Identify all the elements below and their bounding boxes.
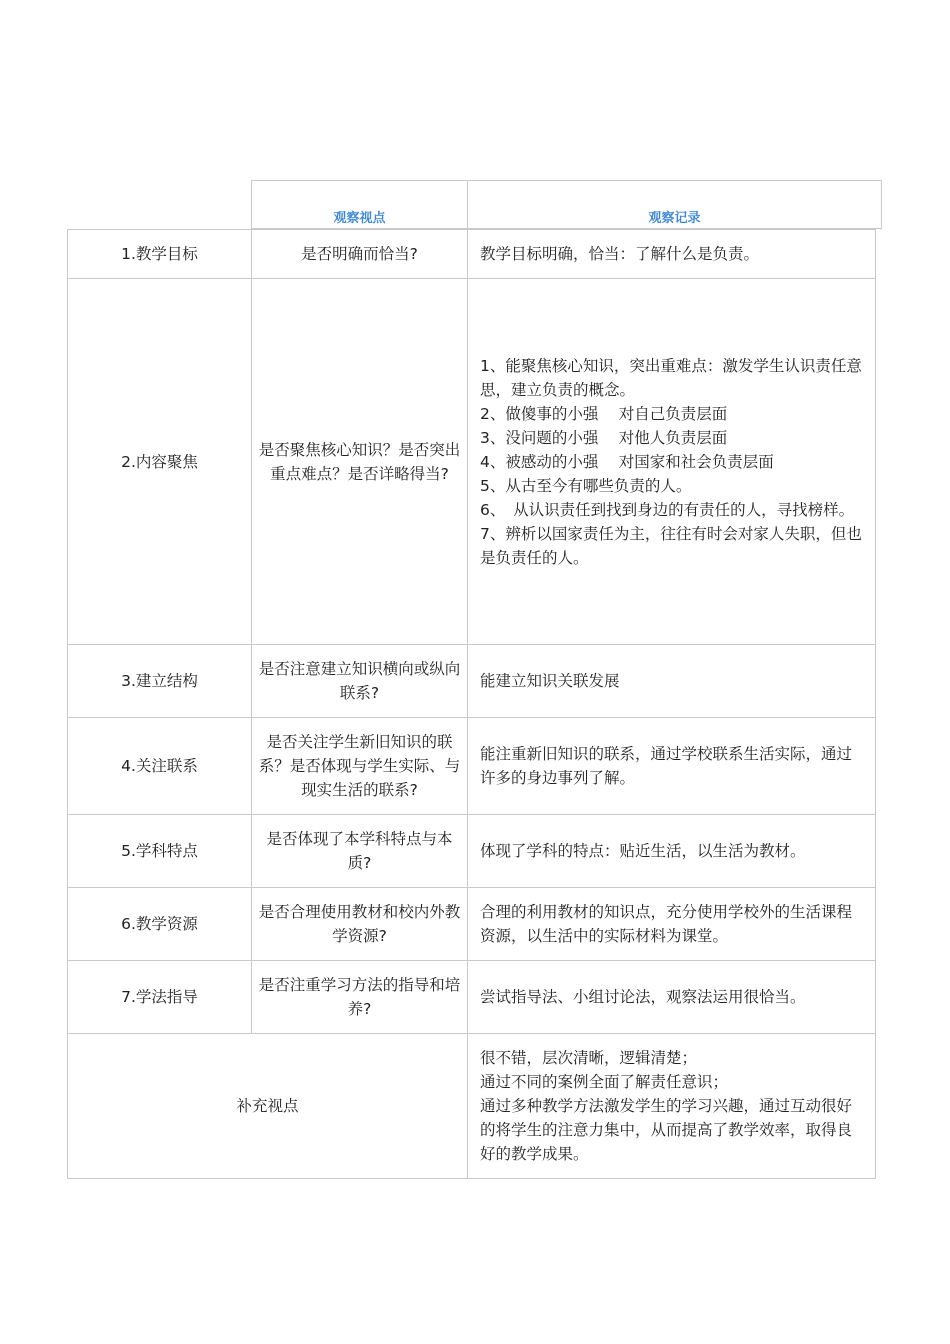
table-row xyxy=(68,718,876,815)
record-line: 2、做傻事的小强 对自己负责层面 xyxy=(480,404,728,423)
record-line: 7、辨析以国家责任为主，往往有时会对家人失职，但也是负责任的人。 xyxy=(480,524,862,567)
row-question: 是否合理使用教材和校内外教学资源? xyxy=(252,888,468,961)
table-row xyxy=(68,279,876,645)
row-question: 是否明确而恰当? xyxy=(252,230,468,279)
row-record xyxy=(468,718,876,815)
row-record xyxy=(468,961,876,1034)
header-record: 观察记录 xyxy=(648,211,701,226)
record-line: 很不错，层次清晰，逻辑清楚； xyxy=(480,1049,698,1067)
table-header xyxy=(251,180,882,229)
row-dimension: 3.建立结构 xyxy=(68,645,252,718)
table-row xyxy=(68,961,876,1034)
row-question: 是否关注学生新旧知识的联系？是否体现与学生实际、与现实生活的联系? xyxy=(252,718,468,815)
record-line: 体现了学科的特点：贴近生活，以生活为教材。 xyxy=(480,842,806,860)
table-row xyxy=(68,645,876,718)
table-row xyxy=(68,230,876,279)
record-line: 通过多种教学方法激发学生的学习兴趣，通过互动很好的将学生的注意力集中，从而提高了教学效率，取得良好的教学成果。 xyxy=(480,1097,853,1163)
observation-table xyxy=(67,229,876,1179)
row-record xyxy=(468,645,876,718)
row-question: 是否聚焦核心知识？是否突出重点难点？是否详略得当? xyxy=(252,279,468,645)
table-row xyxy=(68,815,876,888)
record-line: 能建立知识关联发展 xyxy=(480,672,620,690)
record-line: 尝试指导法、小组讨论法，观察法运用很恰当。 xyxy=(480,988,806,1006)
supplement-label: 补充视点 xyxy=(68,1034,468,1179)
record-line: 通过不同的案例全面了解责任意识； xyxy=(480,1073,729,1091)
row-dimension: 2.内容聚焦 xyxy=(68,279,252,645)
record-line: 4、被感动的小强 对国家和社会负责层面 xyxy=(480,452,774,471)
row-question: 是否注意建立知识横向或纵向联系? xyxy=(252,645,468,718)
row-record xyxy=(468,888,876,961)
record-line: 能注重新旧知识的联系，通过学校联系生活实际，通过许多的身边事列了解。 xyxy=(480,745,853,787)
row-record xyxy=(468,230,876,279)
record-line: 5、从古至今有哪些负责的人。 xyxy=(480,476,692,495)
row-question: 是否注重学习方法的指导和培养? xyxy=(252,961,468,1034)
record-line: 1、能聚焦核心知识，突出重难点：激发学生认识责任意思，建立负责的概念。 xyxy=(480,356,862,399)
table-row xyxy=(68,888,876,961)
row-question: 是否体现了本学科特点与本质? xyxy=(252,815,468,888)
row-record xyxy=(468,815,876,888)
supplement-record xyxy=(468,1034,876,1179)
row-dimension: 7.学法指导 xyxy=(68,961,252,1034)
record-line: 3、没问题的小强 对他人负责层面 xyxy=(480,428,728,447)
record-line: 教学目标明确，恰当：了解什么是负责。 xyxy=(480,245,760,263)
record-line: 合理的利用教材的知识点，充分使用学校外的生活课程资源，以生活中的实际材料为课堂。 xyxy=(480,903,853,945)
row-dimension: 5.学科特点 xyxy=(68,815,252,888)
record-line: 6、 从认识责任到找到身边的有责任的人，寻找榜样。 xyxy=(480,500,855,519)
row-record xyxy=(468,279,876,645)
supplement-row xyxy=(68,1034,876,1179)
row-dimension: 1.教学目标 xyxy=(68,230,252,279)
row-dimension: 4.关注联系 xyxy=(68,718,252,815)
row-dimension: 6.教学资源 xyxy=(68,888,252,961)
header-viewpoint: 观察视点 xyxy=(252,181,468,228)
